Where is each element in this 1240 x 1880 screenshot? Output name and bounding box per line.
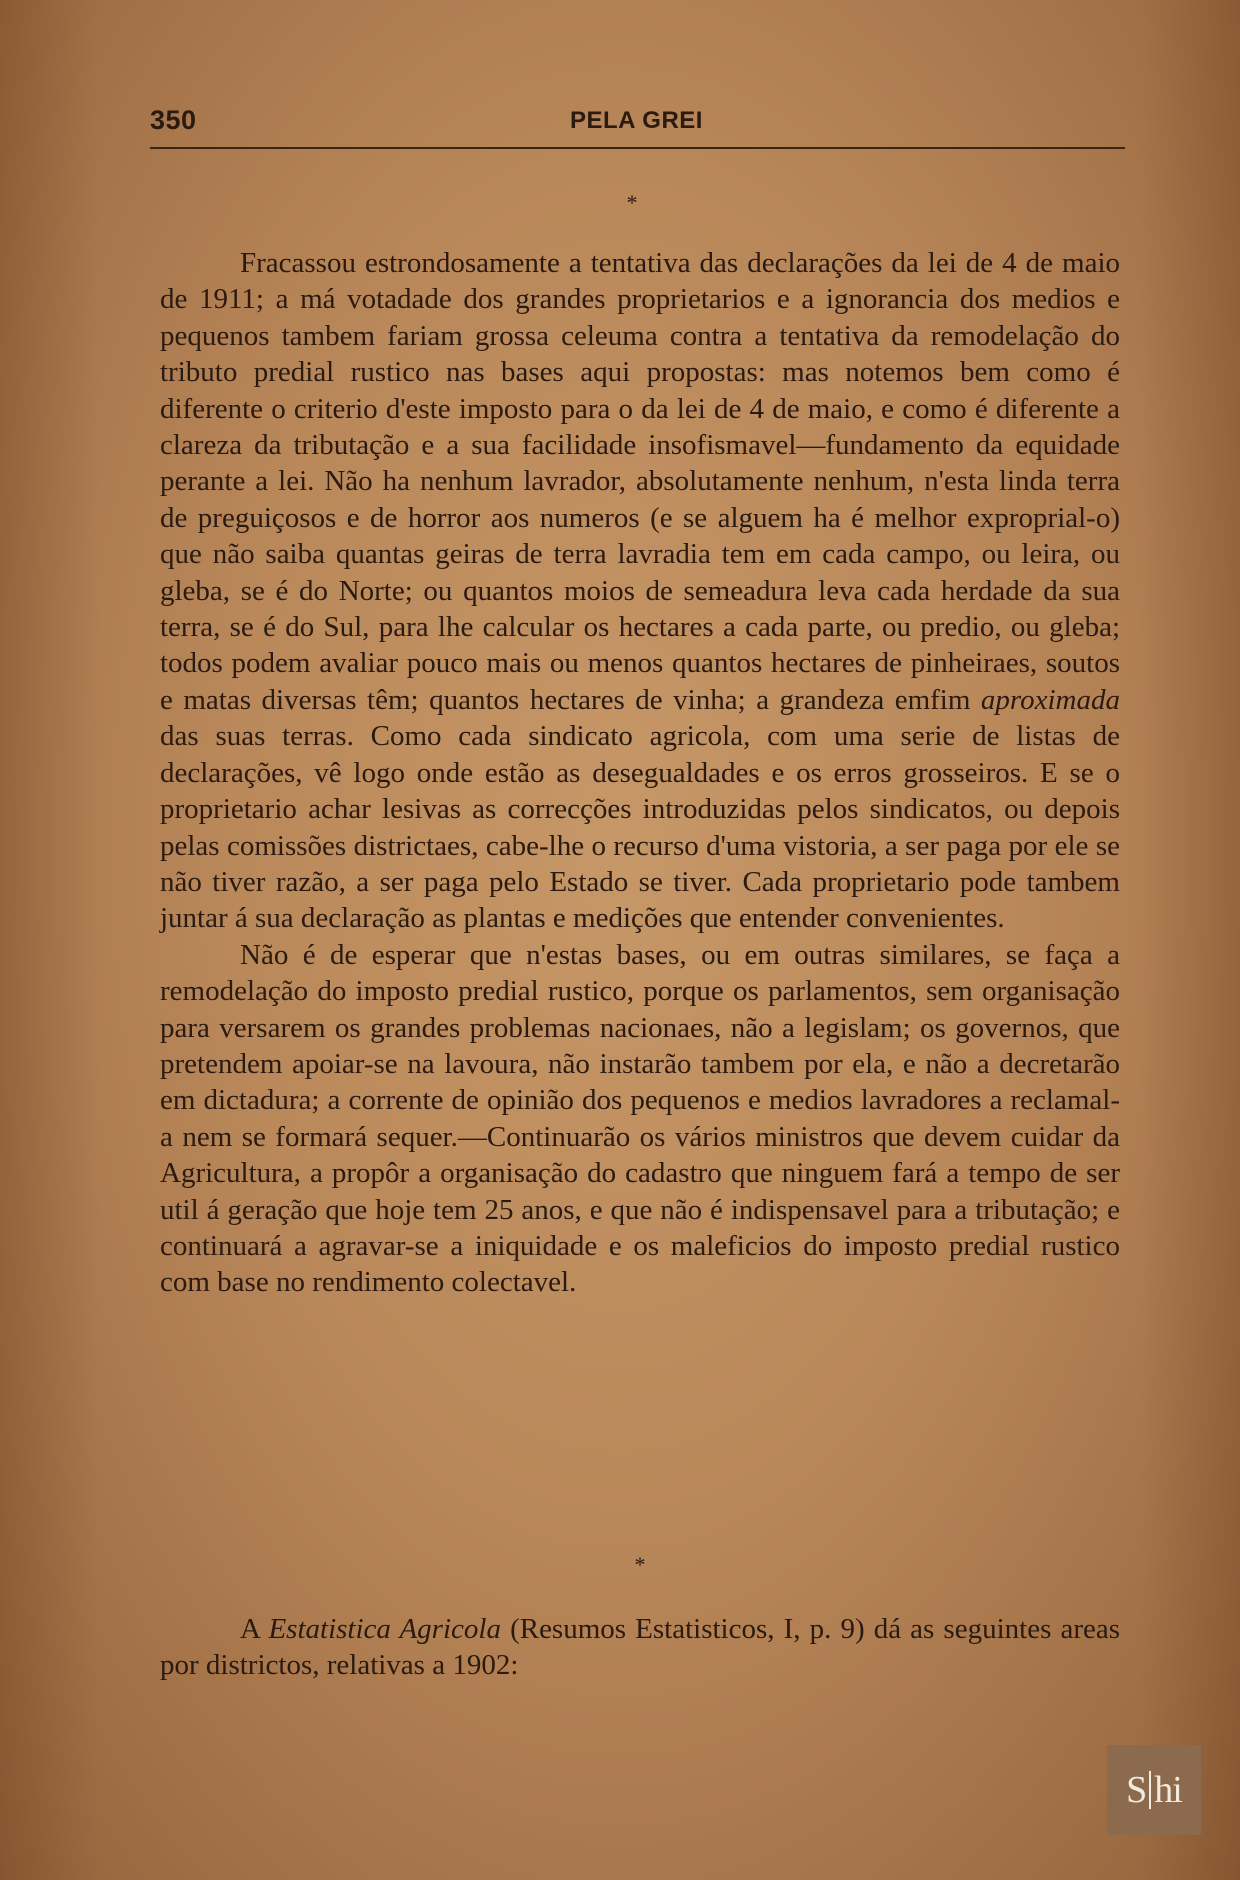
logo-letter: S [1126, 1769, 1147, 1811]
running-title: PELA GREI [570, 107, 703, 134]
page-number: 350 [150, 105, 197, 135]
library-logo [1107, 1745, 1201, 1835]
section-separator: * [626, 190, 638, 215]
running-head [150, 105, 1125, 149]
section-separator: * [634, 1552, 646, 1577]
body-text [160, 245, 1120, 1301]
logo-bar [1149, 1771, 1151, 1809]
paragraph-text: a grandeza emfim [756, 683, 981, 716]
paragraph [160, 245, 1120, 937]
paragraph: Não é de esperar que n'estas bases, ou em outras similares, se faça a remodelação do imposto predial rustico, porque os parlamentos, sem organisação para versarem os grandes problemas nacionaes, não a legislam; os governos, que pretendem apoiar-se na lavoura, não instarão tambem por ela, e não a decretarão em dictadura; a corrente de opinião dos pequenos e medios lavradores a reclamal-a nem se formará sequer.—Continuarão os vários ministros que devem cuidar da Agricultura, a propôr a organisação do cadastro que ninguem fará a tempo de ser util á geração que hoje tem 25 anos, e que não é indispensavel para a tributação; e continuará a agravar-se a iniquidade e os maleficios do imposto predial rustico com base no rendimento colectavel. [160, 938, 1120, 1299]
paragraph-text: (Resumos Estatisticos, I, p. 9) dá as seguintes areas por districtos, relativas a 1902: [160, 1613, 1121, 1682]
italic-title: Estatistica Agricola [268, 1613, 501, 1645]
italic-word: aproximada [980, 683, 1121, 716]
paragraph [160, 1611, 1120, 1684]
closing-text [160, 1611, 1120, 1684]
paragraph-text: das suas terras. Como cada sindicato agricola, com uma serie de listas de declarações, vê logo onde estão as desegualdades e os erros grosseiros. E se o proprietario achar lesivas as correcções introduzidas pelos sindicatos, ou depois pelas comissões districtaes, cabe-lhe o recurso d'uma vistoria, a ser paga por ele se não tiver razão, a ser paga pelo Estado se tiver. Cada proprietario pode tambem juntar á sua declaração as plantas e medições que entender convenientes. [160, 720, 1120, 935]
logo-letters: hi [1154, 1769, 1182, 1811]
paragraph-text: Fracassou estrondosamente a tentativa das declarações da lei de 4 de maio de 1911; a má votadade dos grandes proprietarios e a ignorancia dos medios e pequenos tambem fariam grossa celeuma contra a tentativa da remodelação do tributo predial rustico nas bases aqui propostas: mas notemos bem como é diferente o criterio d'este imposto para o da lei de 4 de maio, e como é diferente a clareza da tributação e a sua facilidade insofismavel—fundamento da equidade perante a lei. Não ha nenhum lavrador, absolutamente nenhum, n'esta linda terra de preguiçosos e de horror aos numeros (e se alguem ha é melhor exproprial-o) que não saiba quantas geiras de terra lavradia tem em cada campo, ou leira, ou gleba, se é do Norte; ou quantos moios de semeadura leva cada herdade da sua terra, se é do Sul, para lhe calcular os hectares a cada parte, ou predio, ou gleba; todos podem avaliar pouco mais ou menos quantos hectares de pinheiraes, soutos e matas diversas têm; quantos hectares de vinha; [160, 247, 1120, 716]
paragraph-text: A [240, 1613, 269, 1645]
